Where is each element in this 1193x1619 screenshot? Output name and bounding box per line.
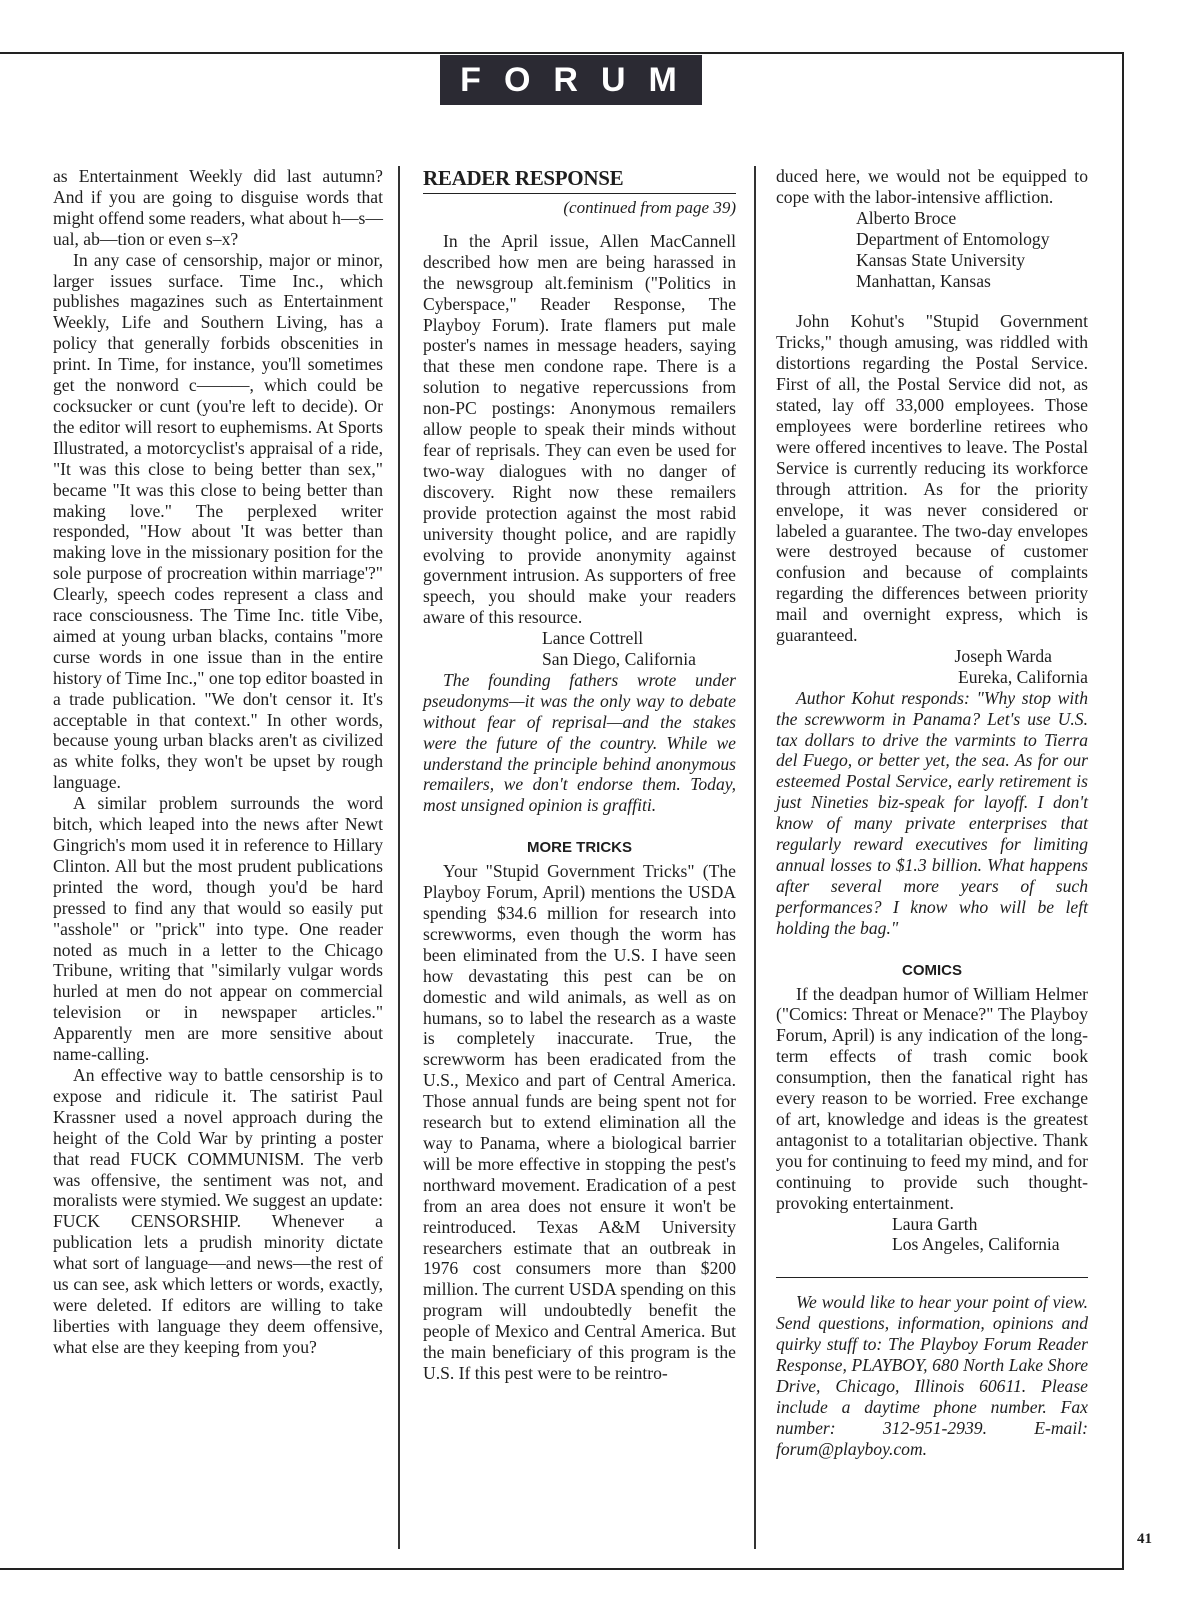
page-number: 41 [1137, 1531, 1152, 1547]
column-divider-left [398, 166, 400, 1549]
letter-screwworm-continued: duced here, we would not be equipped to cope with the labor-intensive affliction. [776, 166, 1088, 207]
editor-reply-remailers: The founding fathers wrote under pseudonyms—it was the only way to debate without fear of reprisal—and the stakes were the future of the country. While we understand the principle behind anonymous remailers, we don't endorse them. Today, most unsigned opinion is graffiti. [423, 669, 736, 816]
col1-paragraph-4: An effective way to battle censorship is to expose and ridicule it. The satirist Paul Krassner used a novel approach during the height of the Cold War by printing a poster that read FUCK COMMUNISM. The verb was offensive, the sentiment was not, and moralists were stymied. We suggest an update: FUCK CENSORSHIP. Whenever a publication lets a prudish minority dictate what sort of language—and news—the rest of us can see, ask which letters or words, exactly, were deleted. If editors are willing to take liberties with language they deem offensive, what else are they keeping from you? [53, 1064, 383, 1357]
subhead-comics: COMICS [902, 961, 962, 979]
column-divider-right [754, 166, 756, 1549]
letter-postal-service: John Kohut's "Stupid Government Tricks," though amusing, was riddled with distortions regarding the Postal Service. First of all, the Postal Service did not, as stated, lay off 33,000 employees. Those employees were borderline retirees who were offered incentives to leave. The Postal Service is currently reducing its workforce through attrition. As for the priority envelope, it was never considered or labeled a guarantee. The two-day envelopes were destroyed because of customer confusion and because of complaints regarding the differences between priority mail and overnight express, which is guaranteed. [776, 311, 1088, 646]
spacer [776, 291, 1088, 311]
letter-remailers: In the April issue, Allen MacCannell described how men are being harassed in the newsgroup alt.feminism ("Politics in Cyberspace," Reader Response, The Playboy Forum). Irate flamers put male poster's names in message headers, saying that these men condone rape. There is a solution to negative repercussions from non-PC postings: Anonymous remailers allow people to speak their minds without fear of reprisals. They can even be used for two-way dialogues with no danger of discovery. Right now these remailers provide protection against the most rabid university thought police, and are rapidly evolving to provide anonymity against government intrusion. As supporters of free speech, you should make your readers aware of this resource. [423, 230, 736, 628]
signature-laura-garth [776, 1214, 1088, 1256]
page-frame-bottom [0, 1568, 1124, 1570]
column-1 [53, 166, 383, 1358]
signature-place: San Diego, California [542, 649, 696, 670]
signature-name: Joseph Warda [954, 645, 1052, 666]
signature-joseph-warda [776, 646, 1088, 688]
signature-alberto-broce [776, 208, 1088, 292]
signature-place: Manhattan, Kansas [856, 270, 991, 291]
signature-university: Kansas State University [856, 249, 1026, 270]
author-reply-kohut: Author Kohut responds: "Why stop with the screwworm in Panama? Let's use U.S. tax dollars to drive the varmints to Tierra del Fuego, or better yet, the sea. As for our esteemed Postal Service, early retirement is just Nineties biz-speak for layoff. I don't know of many private enterprises that regularly reward executives for limiting annual losses to $1.3 billion. What happens after several more years of such performances? I know who will be left holding the bag." [776, 687, 1088, 938]
column-2 [423, 166, 736, 1384]
forum-masthead: FORUM [440, 55, 702, 105]
contact-note: We would like to hear your point of view. Send questions, information, opinions and quirky stuff to: The Playboy Forum Reader Response, PLAYBOY, 680 North Lake Shore Drive, Chicago, Illinois 60611. Please include a daytime phone number. Fax number: 312-951-2939. E-mail: forum@playboy.com. [776, 1292, 1088, 1459]
column-3 [776, 166, 1088, 1460]
col1-paragraph-3: A similar problem surrounds the word bitch, which leaped into the news after Newt Gingrich's mom used it in reference to Hillary Clinton. All but the most prudent publications printed the word, though you'd be hard pressed to find any that would so easily put "asshole" or "prick" into type. One reader noted as much in a letter to the Chicago Tribune, writing that "similarly vulgar words hurled at men do not appear on commercial television or in newspaper articles." Apparently men are more sensitive about name-calling. [53, 793, 383, 1065]
section-title: READER RESPONSE [423, 166, 736, 194]
col1-paragraph-1: as Entertainment Weekly did last autumn? And if you are going to disguise words that might offend some readers, what about h—s—ual, ab—tion or even s–x? [53, 166, 383, 249]
signature-place: Eureka, California [958, 666, 1088, 687]
footer-rule [776, 1277, 1088, 1278]
signature-name: Lance Cottrell [542, 628, 644, 649]
subhead-more-tricks: MORE TRICKS [527, 839, 632, 857]
continued-note: (continued from page 39) [563, 198, 736, 217]
col1-paragraph-2: In any case of censorship, major or minor, larger issues surface. Time Inc., which publishes magazines such as Entertainment Weekly, Life and Southern Living, has a policy that generally forbids obscenities in print. In Time, for instance, you'll sometimes get the nonword c———, which could be cocksucker or cunt (you're left to decide). Or the editor will resort to euphemisms. At Sports Illustrated, a motorcyclist's appraisal of a ride, "It was this close to being better than sex," became "It was this close to being better than making love." The perplexed writer responded, "How about 'It was better than making love in the missionary position for the sole purpose of procreation within marriage'?" Clearly, speech codes represent a class and race consciousness. The Time Inc. title Vibe, aimed at young urban blacks, contains "more curse words in one issue than in the entire history of Time Inc.," one top editor boasted in a trade publication. "We don't censor it. It's acceptable in that context." In other words, because young urban blacks aren't as civilized as white folks, they won't be upset by rough language. [53, 249, 383, 793]
letter-comics: If the deadpan humor of William Helmer ("Comics: Threat or Menace?" The Playboy Forum, April) is any indication of the long-term effects of trash comic book consumption, then the fanatical right has every reason to be worried. Free exchange of art, knowledge and ideas is the greatest antagonist to a totalitarian objective. Thank you for continuing to feed my mind, and for continuing to provide such thought-provoking entertainment. [776, 983, 1088, 1213]
signature-name: Laura Garth [892, 1213, 978, 1234]
letter-screwworm: Your "Stupid Government Tricks" (The Playboy Forum, April) mentions the USDA spending $34.6 million for research into screwworms, even though the worm has been eliminated from the U.S. I have seen how devastating this pest can be on domestic and wild animals, as well as on humans, so to label the research as a waste is completely inaccurate. True, the screwworm has been eradicated from the U.S., Mexico and part of Central America. Those annual funds are being spent not for research but to extend elimination all the way to Panama, where a biological barrier will be more effective in stopping the pest's northward movement. Eradication of a pest from an area does not ensure it won't be reintroduced. Texas A&M University researchers estimate that an outbreak in 1976 cost consumers more than $200 million. The current USDA spending on this program will undoubtedly benefit the people of Mexico and Central America. But the main beneficiary of this program is the U.S. If this pest were to be reintro- [423, 861, 736, 1383]
page-frame-top [0, 52, 1124, 54]
signature-name: Alberto Broce [856, 207, 957, 228]
signature-lance-cottrell [423, 628, 736, 670]
page-frame-right [1122, 52, 1124, 1570]
signature-department: Department of Entomology [856, 228, 1050, 249]
signature-place: Los Angeles, California [892, 1234, 1060, 1255]
